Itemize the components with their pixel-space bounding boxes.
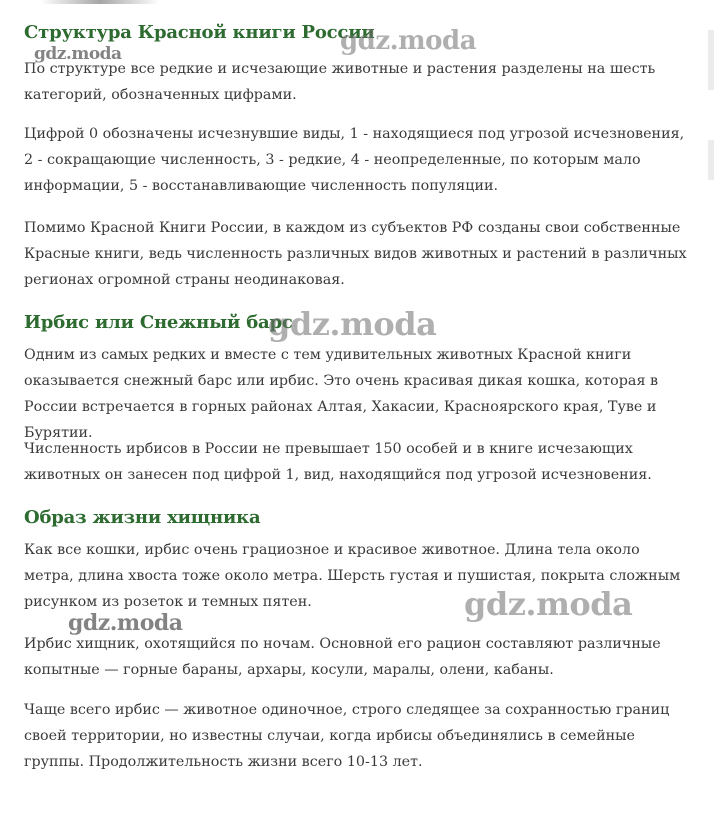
paragraph: Помимо Красной Книги России, в каждом из субъектов РФ созданы свои собственные Красные книги, ведь численность различных видов животных и растений в различных регионах огромной страны неодинаковая. xyxy=(24,220,687,288)
watermark: gdz.moda xyxy=(34,44,122,64)
watermark: gdz.moda xyxy=(268,305,437,343)
paragraph: Численность ирбисов в России не превышает 150 особей и в книге исчезающих животных он занесен под цифрой 1, вид, находящийся под угрозой исчезновения. xyxy=(24,441,652,483)
section-heading-lifestyle: Образ жизни хищника xyxy=(24,507,261,528)
paragraph: Одним из самых редких и вместе с тем удивительных животных Красной книги оказывается снежный барс или ирбис. Это очень красивая дикая кошка, которая в России встречается в горных районах Алтая, Хакасии, Красноярского края, Туве и Бурятии. xyxy=(24,347,659,441)
paragraph: Цифрой 0 обозначены исчезнувшие виды, 1 - находящиеся под угрозой исчезновения, 2 - сокращающие численность, 3 - редкие, 4 - неопределенные, по которым мало информации, 5 - восстанавливающие численность популяции. xyxy=(24,126,685,194)
watermark: gdz.moda xyxy=(340,26,477,56)
paragraph: Ирбис хищник, охотящийся по ночам. Основной его рацион составляют различные копытные — горные бараны, архары, косули, маралы, олени, кабаны. xyxy=(24,636,661,678)
page-top-edge xyxy=(40,0,160,4)
watermark: gdz.moda xyxy=(68,610,183,636)
watermark: gdz.moda xyxy=(464,585,633,623)
next-heading-cut xyxy=(24,794,174,804)
side-decoration xyxy=(708,30,714,90)
side-decoration xyxy=(708,140,714,180)
section-heading-structure: Структура Красной книги России xyxy=(24,22,375,43)
paragraph: Как все кошки, ирбис очень грациозное и красивое животное. Длина тела около метра, длина хвоста тоже около метра. Шерсть густая и пушистая, покрыта сложным рисунком из розеток и темных пятен. xyxy=(24,542,681,610)
paragraph: Чаще всего ирбис — животное одиночное, строго следящее за сохранностью границ своей территории, но известны случаи, когда ирбисы объединялись в семейные группы. Продолжительность жизни всего 10-13 лет. xyxy=(24,702,670,770)
paragraph: По структуре все редкие и исчезающие животные и растения разделены на шесть категорий, обозначенных цифрами. xyxy=(24,61,656,103)
section-heading-irbis: Ирбис или Снежный барс xyxy=(24,312,293,333)
